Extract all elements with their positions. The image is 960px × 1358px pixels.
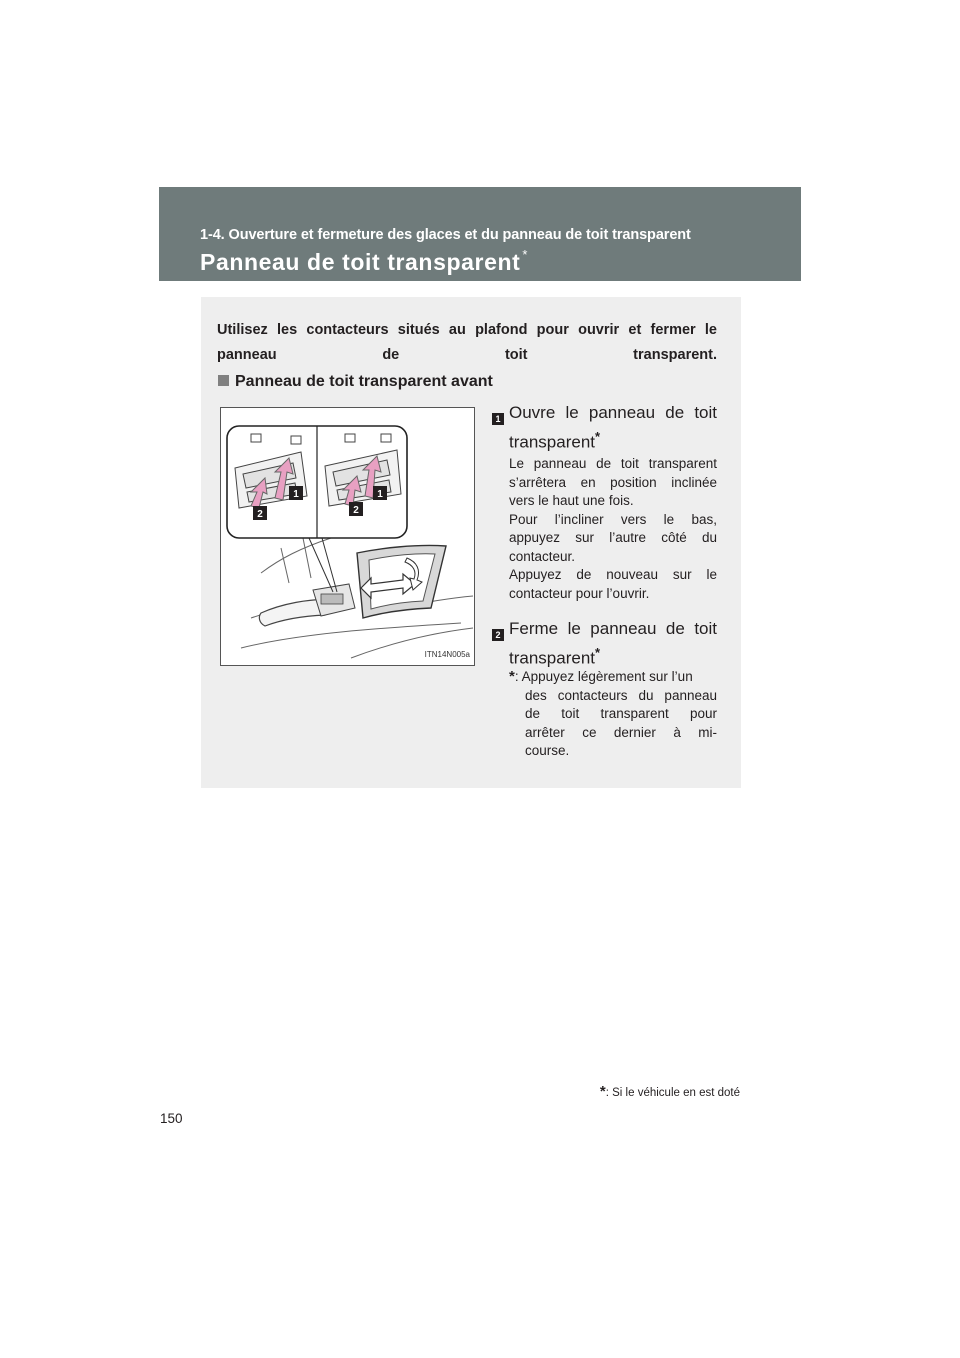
footnote	[600, 1083, 740, 1100]
body-line: vers le haut une fois.	[509, 493, 634, 508]
note-asterisk: *	[509, 668, 515, 685]
step-2	[492, 619, 717, 773]
step-1-title-text: Ouvre le panneau de toit transparent	[509, 403, 717, 452]
body-line: s’arrêtera en position inclinée	[509, 474, 717, 490]
page-title-text: Panneau de toit transparent	[200, 249, 521, 275]
step-2-title	[509, 617, 717, 671]
note-line: des contacteurs du panneau	[525, 687, 717, 703]
body-line: Appuyez de nouveau sur le	[509, 567, 717, 582]
step-number-badge: 2	[492, 629, 504, 641]
note-line: course.	[525, 743, 570, 758]
svg-text:1: 1	[293, 489, 299, 500]
step-1-title	[509, 401, 717, 455]
note-line	[509, 668, 717, 687]
footnote-asterisk: *	[599, 1083, 606, 1100]
section-label: 1-4. Ouverture et fermeture des glaces et du panneau de toit transparent	[200, 227, 691, 243]
figure-code: ITN14N005a	[424, 650, 470, 659]
square-bullet-icon	[218, 375, 229, 386]
note-line: de toit transparent pour	[525, 706, 717, 721]
note-line: arrêter ce dernier à mi-	[525, 724, 717, 740]
subheading	[218, 373, 493, 391]
step-number-badge: 1	[492, 413, 504, 425]
body-line: appuyez sur l’autre côté du	[509, 530, 717, 545]
callout-1-right	[373, 486, 387, 500]
footnote-text: : Si le véhicule en est doté	[605, 1087, 740, 1099]
step-2-title-text: Ferme le panneau de toit transparent	[509, 619, 717, 668]
content-box	[201, 297, 741, 788]
callout-2-right	[349, 502, 363, 516]
body-line: contacteur pour l’ouvrir.	[509, 585, 650, 601]
step-2-note	[509, 668, 717, 761]
sunroof-switch-drawing	[221, 408, 474, 665]
subheading-text: Panneau de toit transparent avant	[235, 373, 493, 390]
step-1-asterisk: *	[595, 429, 601, 444]
body-line: Le panneau de toit transparent	[509, 456, 717, 471]
body-line: Pour l’incliner vers le bas,	[509, 511, 717, 527]
callout-2-left	[253, 506, 267, 520]
step-1-body	[509, 455, 717, 603]
step-2-asterisk: *	[595, 645, 601, 660]
note-line-text: : Appuyez légèrement sur l’un	[514, 669, 693, 684]
title-asterisk: *	[522, 247, 529, 262]
page-number: 150	[160, 1111, 183, 1126]
intro-paragraph: Utilisez les contacteurs situés au plafond pour ouvrir et fermer le panneau de toit transparent.	[217, 322, 717, 363]
svg-text:1: 1	[377, 489, 383, 500]
body-line: contacteur.	[509, 548, 576, 564]
callout-1-left	[289, 486, 303, 500]
sunroof-illustration	[220, 407, 475, 666]
step-1	[492, 403, 717, 617]
svg-text:2: 2	[353, 505, 359, 516]
svg-text:2: 2	[257, 509, 263, 520]
page-title	[200, 247, 528, 276]
chapter-header	[159, 187, 801, 281]
